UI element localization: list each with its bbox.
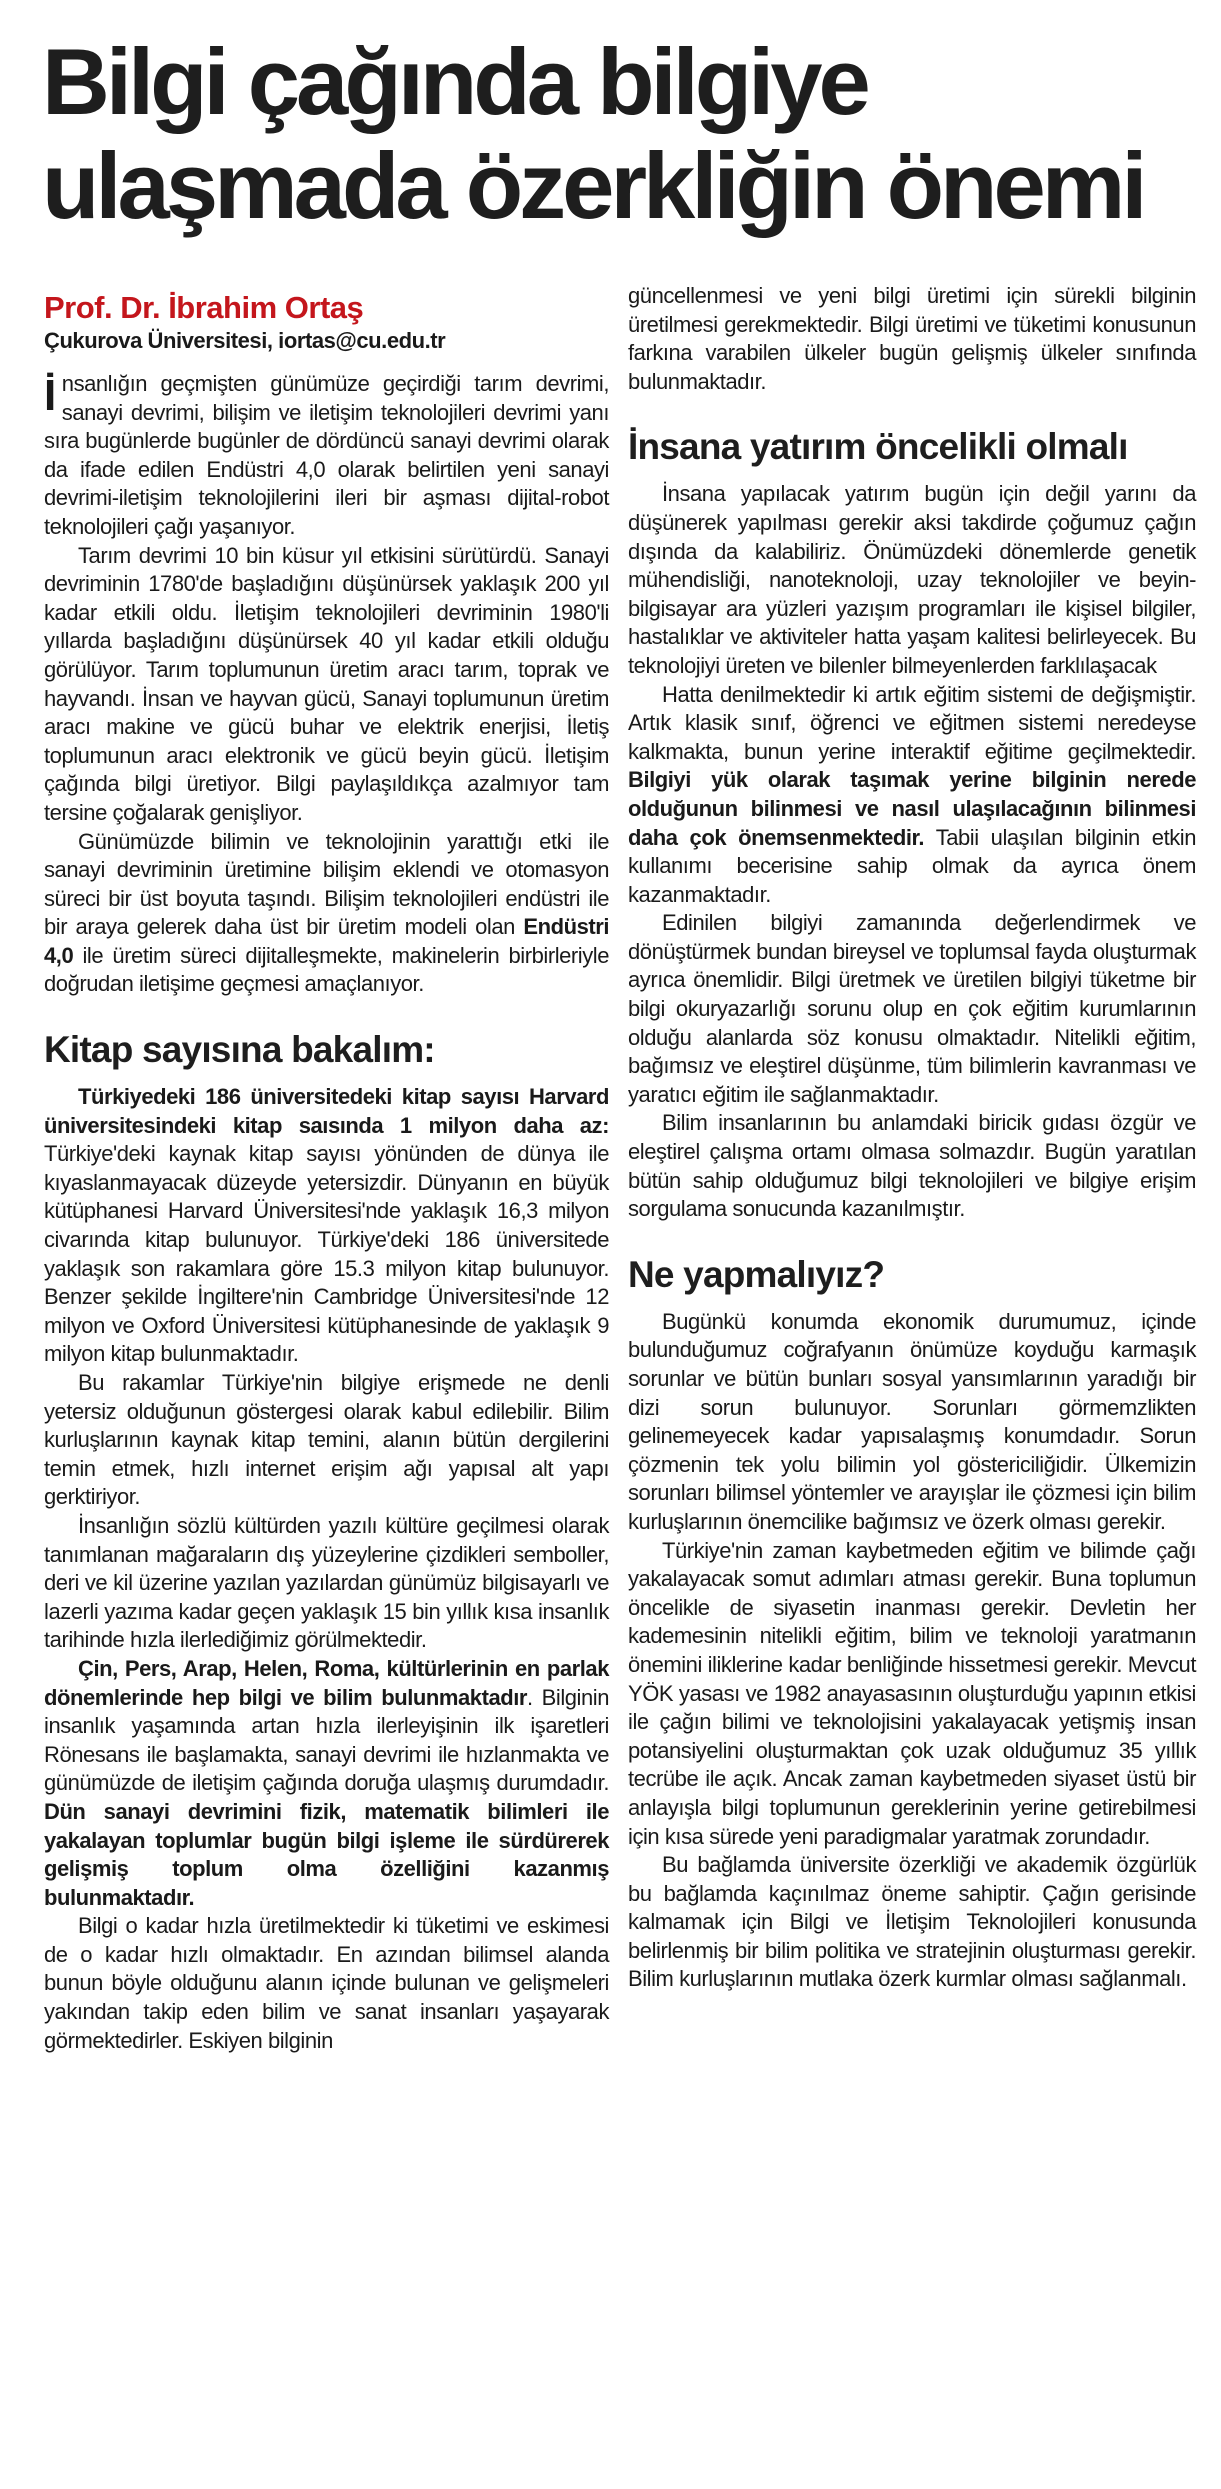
- subheading-insana-yatirim: İnsana yatırım öncelikli olmalı: [628, 426, 1128, 468]
- paragraph-egitim-text-a: Hatta denilmektedir ki artık eğitim sistemi de değişmiştir. Artık klasik sınıf, öğrenci ve eğitmen sistemi neredeyse kalkmakta, bunun yerine interaktif eğitime geçilmektedir.: [628, 681, 1196, 764]
- paragraph-tarim: Tarım devrimi 10 bin küsur yıl etkisini sürütürdü. Sanayi devriminin 1780'de başladığını düşünürsek yaklaşık 200 yıl kadar etkili oldu. İletişim teknolojileri devriminin 1980'li yıllarda başladığını düşünürsek 40 yıl kadar etkili olduğu görülüyor. Tarım toplumunun üretim aracı tarım, toprak ve hayvandı. İnsan ve hayvan gücü, Sanayi toplumunun üretim aracı makine ve gücü buhar ve elektrik enerjisi, İletiş toplumunun aracı elektronik ve gücü beyin gücü. İletişim çağında bilgi üretiyor. Bilgi paylaşıldıkça azalmıyor tam tersine çoğalarak genişliyor.: [44, 542, 609, 825]
- author-name: Prof. Dr. İbrahim Ortaş: [44, 290, 364, 325]
- paragraph-bilim-insanlari: Bilim insanlarının bu anlamdaki biricik gıdası özgür ve eleştirel çalışma ortamı olmasa solmazdır. Bugün yaratılan bütün sahip olduğumuz bilgi teknolojileri ve bilgiye erişim sorgulama sonucunda kazanılmıştır.: [628, 1110, 1196, 1222]
- paragraph-endustri-text-a: Günümüzde bilimin ve teknolojinin yarattığı etki ile sanayi devriminin üretimine bilişim eklendi ve otomasyon süreci bir üst boyuta taşındı. Bilişim teknolojileri endüstri ile bir araya gelerek daha üst bir üretim modeli olan: [44, 828, 609, 940]
- subheading-kitap: Kitap sayısına bakalım:: [44, 1029, 435, 1071]
- paragraph-sozlu-kultur: İnsanlığın sözlü kültürden yazılı kültüre geçilmesi olarak tanımlanan mağaraların dış yüzeylerine çizdikleri semboller, deri ve kil üzerine yazılan yazılardan günümüz bilgisayarlı ve lazerli yazıma kadar geçen yaklaşık 15 bin yıllık kısa insanlık tarihinde hızla ilerlediğimiz görülmektedir.: [44, 1512, 609, 1653]
- paragraph-intro: [44, 370, 609, 542]
- paragraph-sorunlar: Bugünkü konumda ekonomik durumumuz, içinde bulunduğumuz coğrafyanın önümüze koyduğu karmaşık sorunlar ve bütün bunları sosyal yansımlarının yaradığı bir dizi sorun bulunuyor. Sorunları görmemzlikten gelinemeyecek kadar yapısalaşmış konumdadır. Sorun çözmenin tek yolu bilimin yol göstericiliğidir. Ülkemizin sorunları bilimsel yöntemler ve arayışlar ile çözmesi için bilim kurluşlarının önemcilike bağımsız ve özerk olması gerekir.: [628, 1308, 1196, 1534]
- paragraph-kulturler-text: . Bilginin insanlık yaşamında artan hızla ilerleyişinin ilk işaretleri Rönesans ile başlamakta, sanayi devrimi ile hızlanmakta ve günümüzde de iletişim çağında doruğa ulaşmış durumdadır.: [44, 1684, 610, 1796]
- paragraph-egitim-text-b: Tabii ulaşılan bilginin etkin kullanımı becerisine sahip olmak da ayrıca önem kazanmaktadır.: [628, 824, 1197, 907]
- subheading-ne-yapmaliyiz: Ne yapmalıyız?: [628, 1253, 885, 1295]
- paragraph-kitap: [44, 1083, 609, 1369]
- paragraph-insana-yatirim: İnsana yapılacak yatırım bugün için değil yarını da düşünerek yapılması gerekir aksi takdirde çoğumuz çağın dışında da kalabiliriz. Önümüzdeki dönemlerde genetik mühendisliği, nanoteknoloji, uzay teknolojiler ve beyin-bilgisayar ara yüzleri yazışım programları ile kişisel bilgiler, hastalıklar ve aktiviteler hatta yaşam kalitesi belirleyecek. Bu teknolojiyi üreten ve bilenler bilmeyenlerden farklılaşacak: [628, 481, 1196, 678]
- paragraph-guncelleme: güncellenmesi ve yeni bilgi üretimi için sürekli bilginin üretilmesi gerekmektedir. Bilgi üretimi ve tüketimi konusunun farkına varabilen ülkeler bugün gelişmiş ülkeler sınıfında bulunmaktadır.: [628, 283, 1196, 394]
- paragraph-endustri-bold: Endüstri 4,0: [44, 914, 609, 968]
- drop-cap: İ: [44, 371, 56, 420]
- paragraph-intro-text: nsanlığın geçmişten günümüze geçirdiği tarım devrimi, sanayi devrimi, bilişim ve iletişim teknolojileri devrimi yanı sıra bugünlerde bugünler de dördüncü sanayi devrimi olarak da ifade edilen Endüstri 4,0 olarak belirtilen yeni sanayi devrimi-iletişim teknolojilerini ileri bir aşması dijital-robot teknolojileri çağı yaşanıyor.: [44, 371, 609, 539]
- right-column: [628, 282, 1196, 1994]
- paragraph-endustri-text-b: ile üretim süreci dijitalleşmekte, makinelerin birbirleriyle doğrudan iletişime geçmesi amaçlanıyor.: [44, 942, 609, 997]
- headline-line-2: ulaşmada özerkliğin önemi: [42, 133, 1144, 238]
- paragraph-ozerklik: Bu bağlamda üniversite özerkliği ve akademik özgürlük bu bağlamda kaçınılmaz öneme sahiptir. Çağın gerisinde kalmamak için Bilgi ve İletişim Teknolojileri konusunda belirlenmiş bir bilim politika ve stratejinin oluşturması gerekir. Bilim kurluşlarının mutlaka özerk kurmlar olması sağlanmalı.: [628, 1852, 1196, 1992]
- left-column: [44, 290, 609, 2055]
- paragraph-bilgi-okuryazarligi: Edinilen bilgiyi zamanında değerlendirmek ve dönüştürmek bundan bireysel ve toplumsal fayda oluşturmak ayrıca önemlidir. Bilgi üretmek ve üretilen bilgiyi tüketme bir bilgi okuryazarlığı sorunu olup en çok eğitim kurumlarının olduğu alanlarda söz konusu olmaktadır. Nitelikli eğitim, bağımsız ve eleştirel düşünme, tüm bilimlerin kavranması ve yaratıcı eğitim ile sağlanmaktadır.: [628, 910, 1196, 1107]
- headline: [42, 30, 1192, 238]
- paragraph-kulturler: [44, 1655, 609, 1912]
- paragraph-kulturler-bold-2: Dün sanayi devrimini fizik, matematik bilimleri ile yakalayan toplumlar bugün bilgi işleme ile sürdürerek gelişmiş toplum olma özelliğini kazanmış bulunmaktadır.: [44, 1798, 609, 1910]
- paragraph-kitap-text: Türkiye'deki kaynak kitap sayısı yönünden de dünya ile kıyaslanmayacak düzeyde yetersizdir. Dünyanın en büyük kütüphanesi Harvard Üniversitesi'nde yaklaşık 16,3 milyon civarında kitap bulunuyor. Türkiye'deki 186 üniversitede yaklaşık son rakamlara göre 15.3 milyon kitap bulunuyor. Benzer şekilde İngiltere'nin Cambridge Üniversitesi'nde 12 milyon ve Oxford Üniversitesi kütüphanesinde de yaklaşık 9 milyon kitap bulunmaktadır.: [44, 1141, 609, 1367]
- paragraph-egitim-sistemi: [628, 681, 1196, 910]
- paragraph-rakamlar: Bu rakamlar Türkiye'nin bilgiye erişmede ne denli yetersiz olduğunun göstergesi olarak kabul edilebilir. Bilim kurluşlarının kaynak kitap temini, alanın bütün dergilerini temin etmek, hızlı internet erişim ağı yapısal alt yapı gerktiriyor.: [44, 1370, 609, 1510]
- paragraph-kulturler-bold-1: Çin, Pers, Arap, Helen, Roma, kültürlerinin en parlak dönemlerinde hep bilgi ve bilim bulunmaktadır: [44, 1655, 609, 1710]
- paragraph-turkiye: Türkiye'nin zaman kaybetmeden eğitim ve bilimde çağı yakalayacak somut adımları atması gerekir. Buna toplumun öncelikle de siyasetin inanması gerekir. Devletin her kademesinin nitelikli eğitim, bilim ve teknoloji yaratmanın önemini iliklerine kadar benliğinde hissetmesi gerekir. Mevcut YÖK yasası ve 1982 anayasasının oluşturduğu yapının etkisi ile çağın bilimi ve teknolojisini yakalayacak yetişmiş insan potansiyelini oluşturmaktan çok uzak olduğumuz 35 yıllık tecrübe ile açık. Ancak zaman kaybetmeden siyaset üstü bir anlayışla bilgi toplumunun gereklerinin yerine getirebilmesi için kısa sürede yeni paradigmalar yaratmak zorundadır.: [628, 1537, 1196, 1849]
- paragraph-bilgi-hizi: Bilgi o kadar hızla üretilmektedir ki tüketimi ve eskimesi de o kadar hızlı olmaktadır. En azından bilimsel alanda bunun böyle olduğunu alanın içinde bulunan ve gelişmeleri yakından takip eden bilim ve sanat insanları yaşayarak görmektedirler. Eskiyen bilginin: [44, 1913, 609, 2053]
- paragraph-endustri: [44, 828, 609, 1000]
- paragraph-egitim-bold: Bilgiyi yük olarak taşımak yerine bilginin nerede olduğunun bilinmesi ve nasıl ulaşılacağının bilinmesi daha çok önemsenmektedir.: [628, 767, 1196, 850]
- author-affiliation: Çukurova Üniversitesi, iortas@cu.edu.tr: [44, 328, 446, 353]
- headline-line-1: Bilgi çağında bilgiye: [42, 29, 867, 134]
- paragraph-kitap-bold: Türkiyedeki 186 üniversitedeki kitap sayısı Harvard üniversitesindeki kitap saısında 1 milyon daha az:: [44, 1084, 609, 1138]
